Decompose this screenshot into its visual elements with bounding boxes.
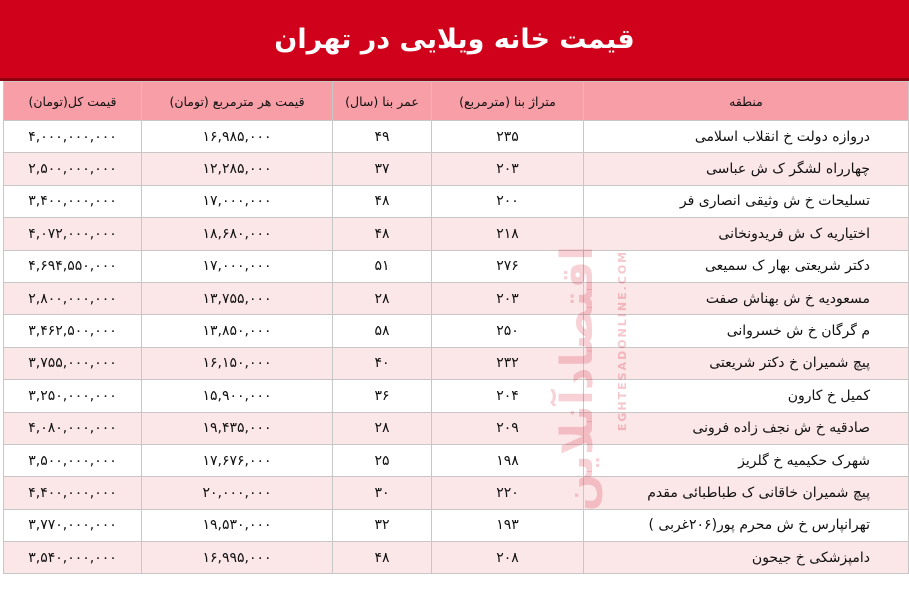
cell-area: ۲۰۳ bbox=[432, 153, 584, 185]
cell-age: ۴۹ bbox=[333, 121, 432, 153]
cell-area: ۲۳۵ bbox=[432, 121, 584, 153]
price-table bbox=[3, 81, 909, 574]
cell-age: ۵۸ bbox=[333, 315, 432, 347]
table-row bbox=[4, 347, 909, 379]
cell-area: ۲۰۹ bbox=[432, 412, 584, 444]
table-row bbox=[4, 315, 909, 347]
cell-region: پیچ شمیران خ دکتر شریعتی bbox=[584, 347, 909, 379]
cell-region: مسعودیه خ ش بهناش صفت bbox=[584, 282, 909, 314]
cell-region: م گرگان خ ش خسروانی bbox=[584, 315, 909, 347]
table-row bbox=[4, 477, 909, 509]
cell-region: کمیل خ کارون bbox=[584, 380, 909, 412]
cell-total-price: ۳,۷۵۵,۰۰۰,۰۰۰ bbox=[4, 347, 142, 379]
table-row bbox=[4, 121, 909, 153]
cell-price-per-meter: ۱۶,۹۸۵,۰۰۰ bbox=[142, 121, 333, 153]
cell-area: ۲۰۴ bbox=[432, 380, 584, 412]
cell-region: تهرانپارس خ ش محرم پور(۲۰۶غربی ) bbox=[584, 509, 909, 541]
cell-total-price: ۴,۰۰۰,۰۰۰,۰۰۰ bbox=[4, 121, 142, 153]
cell-area: ۲۰۸ bbox=[432, 542, 584, 574]
cell-age: ۳۶ bbox=[333, 380, 432, 412]
cell-region: دامپزشکی خ جیحون bbox=[584, 542, 909, 574]
cell-total-price: ۳,۲۵۰,۰۰۰,۰۰۰ bbox=[4, 380, 142, 412]
cell-price-per-meter: ۱۹,۵۳۰,۰۰۰ bbox=[142, 509, 333, 541]
cell-region: پیچ شمیران خاقانی ک طباطبائی مقدم bbox=[584, 477, 909, 509]
header-price-per-meter: قیمت هر مترمربع (تومان) bbox=[142, 82, 333, 121]
table-row bbox=[4, 412, 909, 444]
cell-area: ۱۹۳ bbox=[432, 509, 584, 541]
cell-total-price: ۲,۸۰۰,۰۰۰,۰۰۰ bbox=[4, 282, 142, 314]
cell-price-per-meter: ۱۷,۰۰۰,۰۰۰ bbox=[142, 185, 333, 217]
cell-price-per-meter: ۱۷,۰۰۰,۰۰۰ bbox=[142, 250, 333, 282]
cell-area: ۲۷۶ bbox=[432, 250, 584, 282]
cell-price-per-meter: ۱۹,۴۳۵,۰۰۰ bbox=[142, 412, 333, 444]
cell-area: ۲۲۰ bbox=[432, 477, 584, 509]
table-row bbox=[4, 153, 909, 185]
cell-total-price: ۴,۴۰۰,۰۰۰,۰۰۰ bbox=[4, 477, 142, 509]
cell-area: ۲۰۳ bbox=[432, 282, 584, 314]
cell-age: ۳۰ bbox=[333, 477, 432, 509]
cell-total-price: ۴,۶۹۴,۵۵۰,۰۰۰ bbox=[4, 250, 142, 282]
cell-total-price: ۳,۴۶۲,۵۰۰,۰۰۰ bbox=[4, 315, 142, 347]
page-title: قیمت خانه ویلایی در تهران bbox=[274, 23, 635, 55]
cell-price-per-meter: ۱۸,۶۸۰,۰۰۰ bbox=[142, 218, 333, 250]
cell-price-per-meter: ۱۵,۹۰۰,۰۰۰ bbox=[142, 380, 333, 412]
cell-age: ۲۸ bbox=[333, 412, 432, 444]
cell-region: دروازه دولت خ انقلاب اسلامی bbox=[584, 121, 909, 153]
table-row bbox=[4, 542, 909, 574]
cell-area: ۲۰۰ bbox=[432, 185, 584, 217]
cell-area: ۲۵۰ bbox=[432, 315, 584, 347]
header-area: متراژ بنا (مترمربع) bbox=[432, 82, 584, 121]
header-building-age: عمر بنا (سال) bbox=[333, 82, 432, 121]
cell-age: ۵۱ bbox=[333, 250, 432, 282]
cell-region: تسلیحات خ ش وثیقی انصاری فر bbox=[584, 185, 909, 217]
table-row bbox=[4, 250, 909, 282]
cell-price-per-meter: ۱۲,۲۸۵,۰۰۰ bbox=[142, 153, 333, 185]
table-row bbox=[4, 185, 909, 217]
table-row bbox=[4, 282, 909, 314]
cell-region: دکتر شریعتی بهار ک سمیعی bbox=[584, 250, 909, 282]
table-row bbox=[4, 509, 909, 541]
cell-total-price: ۴,۰۸۰,۰۰۰,۰۰۰ bbox=[4, 412, 142, 444]
cell-price-per-meter: ۱۶,۹۹۵,۰۰۰ bbox=[142, 542, 333, 574]
cell-region: چهارراه لشگر ک ش عباسی bbox=[584, 153, 909, 185]
header-total-price: قیمت کل(تومان) bbox=[4, 82, 142, 121]
cell-region: اختیاریه ک ش فریدونخانی bbox=[584, 218, 909, 250]
cell-age: ۳۷ bbox=[333, 153, 432, 185]
title-bar bbox=[0, 0, 909, 81]
cell-region: صادقیه خ ش نجف زاده فرونی bbox=[584, 412, 909, 444]
table-row bbox=[4, 218, 909, 250]
cell-price-per-meter: ۱۳,۸۵۰,۰۰۰ bbox=[142, 315, 333, 347]
header-region: منطقه bbox=[584, 82, 909, 121]
cell-age: ۴۰ bbox=[333, 347, 432, 379]
cell-age: ۲۵ bbox=[333, 444, 432, 476]
cell-price-per-meter: ۱۳,۷۵۵,۰۰۰ bbox=[142, 282, 333, 314]
table-row bbox=[4, 380, 909, 412]
cell-price-per-meter: ۱۷,۶۷۶,۰۰۰ bbox=[142, 444, 333, 476]
table-row bbox=[4, 444, 909, 476]
cell-age: ۴۸ bbox=[333, 185, 432, 217]
cell-region: شهرک حکیمیه خ گلریز bbox=[584, 444, 909, 476]
cell-age: ۳۲ bbox=[333, 509, 432, 541]
cell-total-price: ۳,۷۷۰,۰۰۰,۰۰۰ bbox=[4, 509, 142, 541]
watermark-url-text: EGHTESADONLINE.COM bbox=[616, 249, 630, 431]
cell-age: ۴۸ bbox=[333, 218, 432, 250]
cell-total-price: ۲,۵۰۰,۰۰۰,۰۰۰ bbox=[4, 153, 142, 185]
cell-price-per-meter: ۲۰,۰۰۰,۰۰۰ bbox=[142, 477, 333, 509]
cell-area: ۲۱۸ bbox=[432, 218, 584, 250]
cell-age: ۲۸ bbox=[333, 282, 432, 314]
cell-area: ۲۳۲ bbox=[432, 347, 584, 379]
cell-price-per-meter: ۱۶,۱۵۰,۰۰۰ bbox=[142, 347, 333, 379]
cell-area: ۱۹۸ bbox=[432, 444, 584, 476]
cell-total-price: ۴,۰۷۲,۰۰۰,۰۰۰ bbox=[4, 218, 142, 250]
cell-total-price: ۳,۵۰۰,۰۰۰,۰۰۰ bbox=[4, 444, 142, 476]
cell-age: ۴۸ bbox=[333, 542, 432, 574]
cell-total-price: ۳,۵۴۰,۰۰۰,۰۰۰ bbox=[4, 542, 142, 574]
table-header-row bbox=[4, 82, 909, 121]
cell-total-price: ۳,۴۰۰,۰۰۰,۰۰۰ bbox=[4, 185, 142, 217]
